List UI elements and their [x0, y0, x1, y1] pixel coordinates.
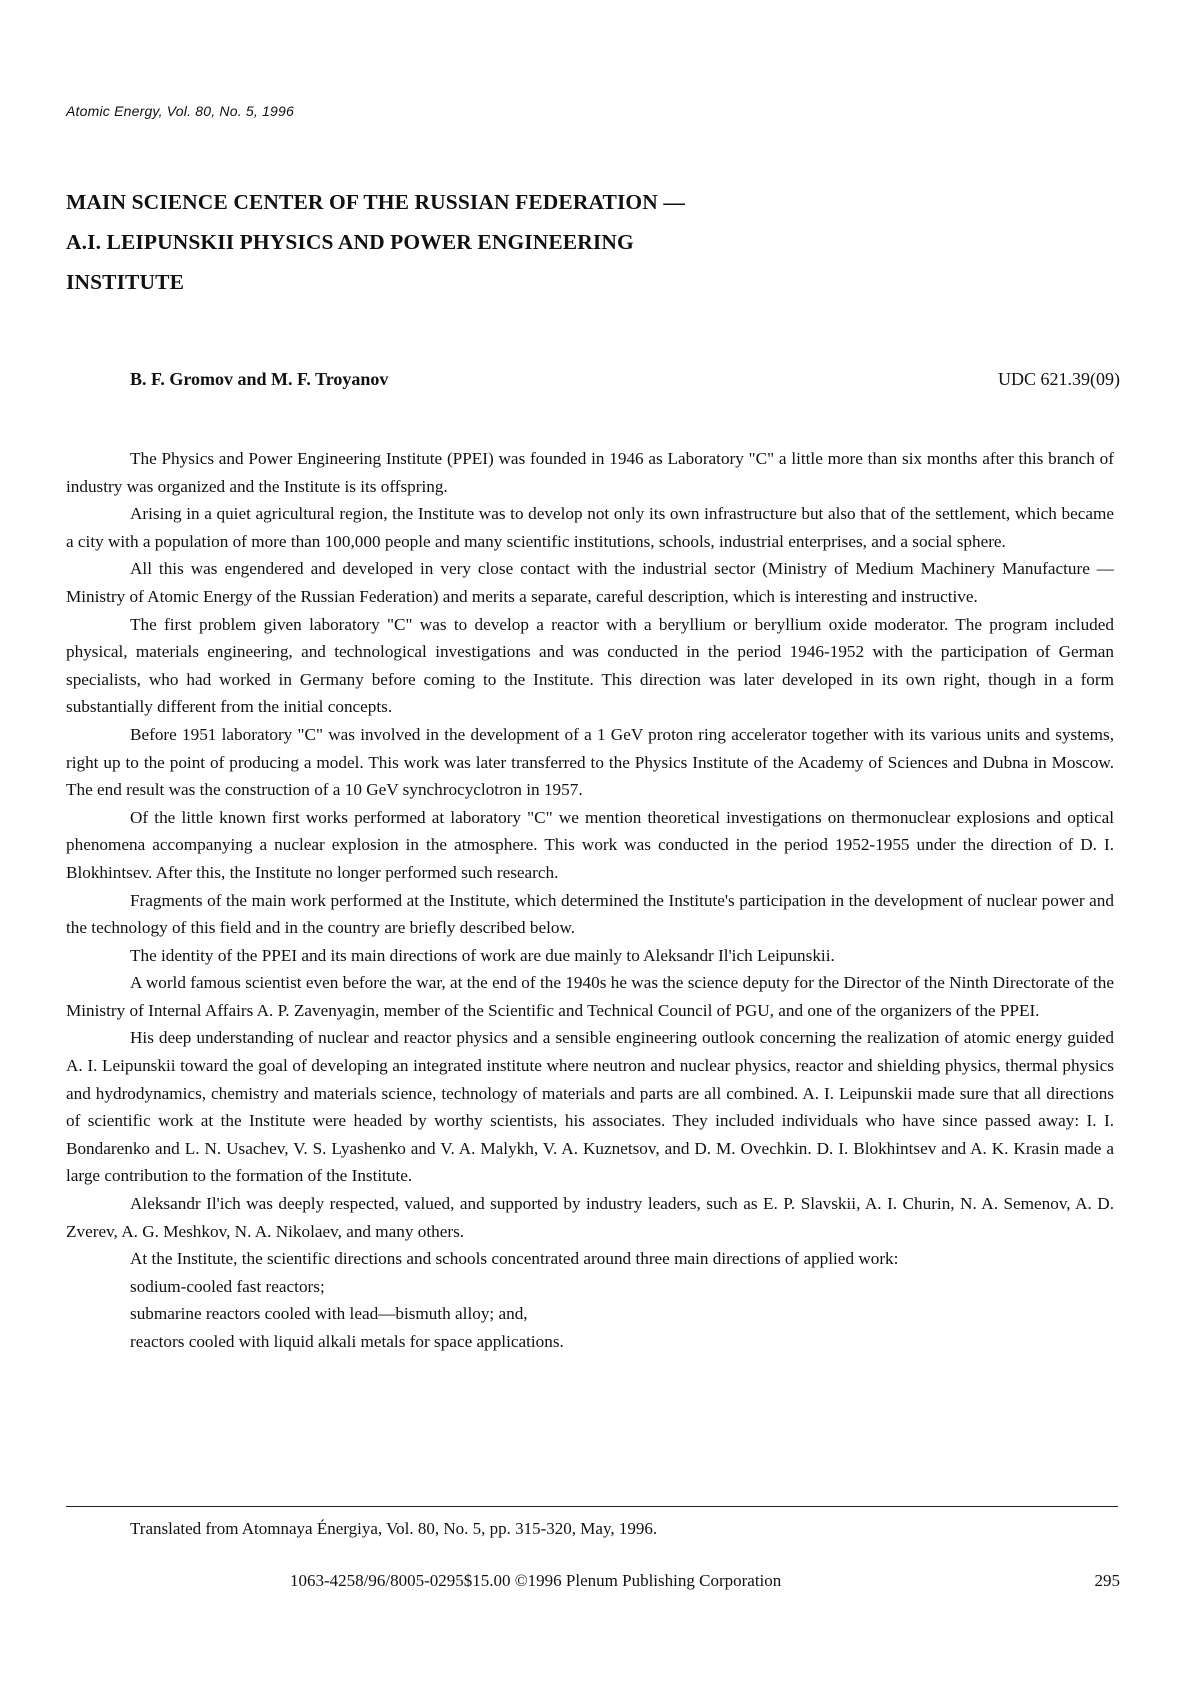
- footnote-divider: [66, 1506, 1118, 1507]
- journal-citation: Atomic Energy, Vol. 80, No. 5, 1996: [66, 103, 295, 119]
- paragraph: A world famous scientist even before the war, at the end of the 1940s he was the science deputy for the Director of the Ninth Directorate of the Ministry of Internal Affairs A. P. Zavenyagin, member of the Scientific and Technical Council of PGU, and one of the organizers of the PPEI.: [66, 973, 1114, 1020]
- article-body: [66, 445, 1114, 1356]
- page-number: 295: [1094, 1571, 1120, 1590]
- article-title: [66, 182, 966, 302]
- paragraph: The first problem given laboratory "C" was to develop a reactor with a beryllium or beryllium oxide moderator. The program included physical, materials engineering, and technological investigations and was conducted in the period 1946-1952 with the participation of German specialists, who had worked in Germany before coming to the Institute. This direction was later developed in its own right, though in a form substantially different from the initial concepts.: [66, 614, 1114, 717]
- list-item: submarine reactors cooled with lead—bismuth alloy; and,: [130, 1304, 528, 1324]
- title-line: A.I. LEIPUNSKII PHYSICS AND POWER ENGINEERING: [66, 230, 634, 254]
- paragraph: Before 1951 laboratory "C" was involved in the development of a 1 GeV proton ring accelerator together with its various units and systems, right up to the point of producing a model. This work was later transferred to the Physics Institute of the Academy of Sciences and Dubna in Moscow. The end result was the construction of a 10 GeV synchrocyclotron in 1957.: [66, 724, 1114, 800]
- paragraph: Fragments of the main work performed at the Institute, which determined the Institute's participation in the development of nuclear power and the technology of this field and in the country are briefly described below.: [66, 890, 1114, 938]
- paragraph: The identity of the PPEI and its main directions of work are due mainly to Aleksandr Il'ich Leipunskii.: [130, 945, 835, 965]
- copyright-line: 1063-4258/96/8005-0295$15.00 ©1996 Plenum Publishing Corporation: [290, 1571, 782, 1590]
- list-item: reactors cooled with liquid alkali metals for space applications.: [130, 1332, 564, 1351]
- list-item: sodium-cooled fast reactors;: [130, 1276, 325, 1296]
- paragraph: Of the little known first works performed at laboratory "C" we mention theoretical investigations on thermonuclear explosions and optical phenomena accompanying a nuclear explosion in the atmosphere. This work was conducted in the period 1952-1955 under the direction of D. I. Blokhintsev. After this, the Institute no longer performed such research.: [66, 807, 1114, 882]
- paragraph: His deep understanding of nuclear and reactor physics and a sensible engineering outlook concerning the realization of atomic energy guided A. I. Leipunskii toward the goal of developing an integrated institute where neutron and nuclear physics, reactor and shielding physics, thermal physics and hydrodynamics, chemistry and materials science, technology of materials and parts are all combined. A. I. Leipunskii made sure that all directions of scientific work at the Institute were headed by worthy scientists, his associates. They included individuals who have since passed away: I. I. Bondarenko and L. N. Usachev, V. S. Lyashenko and V. A. Malykh, V. A. Kuznetsov, and D. M. Ovechkin. D. I. Blokhintsev and A. K. Krasin made a large contribution to the formation of the Institute.: [66, 1028, 1114, 1186]
- paragraph: At the Institute, the scientific directions and schools concentrated around three main directions of applied work:: [130, 1249, 899, 1269]
- title-line: INSTITUTE: [66, 270, 185, 294]
- translation-note: Translated from Atomnaya Énergiya, Vol. 80, No. 5, pp. 315-320, May, 1996.: [130, 1519, 658, 1538]
- authors: B. F. Gromov and M. F. Troyanov: [130, 369, 389, 389]
- udc-code: UDC 621.39(09): [998, 369, 1120, 389]
- paragraph: The Physics and Power Engineering Institute (PPEI) was founded in 1946 as Laboratory "C" a little more than six months after this branch of industry was organized and the Institute is its offspring.: [66, 449, 1114, 496]
- paragraph: Arising in a quiet agricultural region, the Institute was to develop not only its own infrastructure but also that of the settlement, which became a city with a population of more than 100,000 people and many scientific institutions, schools, industrial enterprises, and a social sphere.: [66, 504, 1114, 551]
- title-line: MAIN SCIENCE CENTER OF THE RUSSIAN FEDERATION —: [66, 190, 685, 214]
- paragraph: Aleksandr Il'ich was deeply respected, valued, and supported by industry leaders, such as E. P. Slavskii, A. I. Churin, N. A. Semenov, A. D. Zverev, A. G. Meshkov, N. A. Nikolaev, and many others.: [66, 1194, 1114, 1241]
- paragraph: All this was engendered and developed in very close contact with the industrial sector (Ministry of Medium Machinery Manufacture — Ministry of Atomic Energy of the Russian Federation) and merits a separate, careful description, which is interesting and instructive.: [66, 559, 1114, 606]
